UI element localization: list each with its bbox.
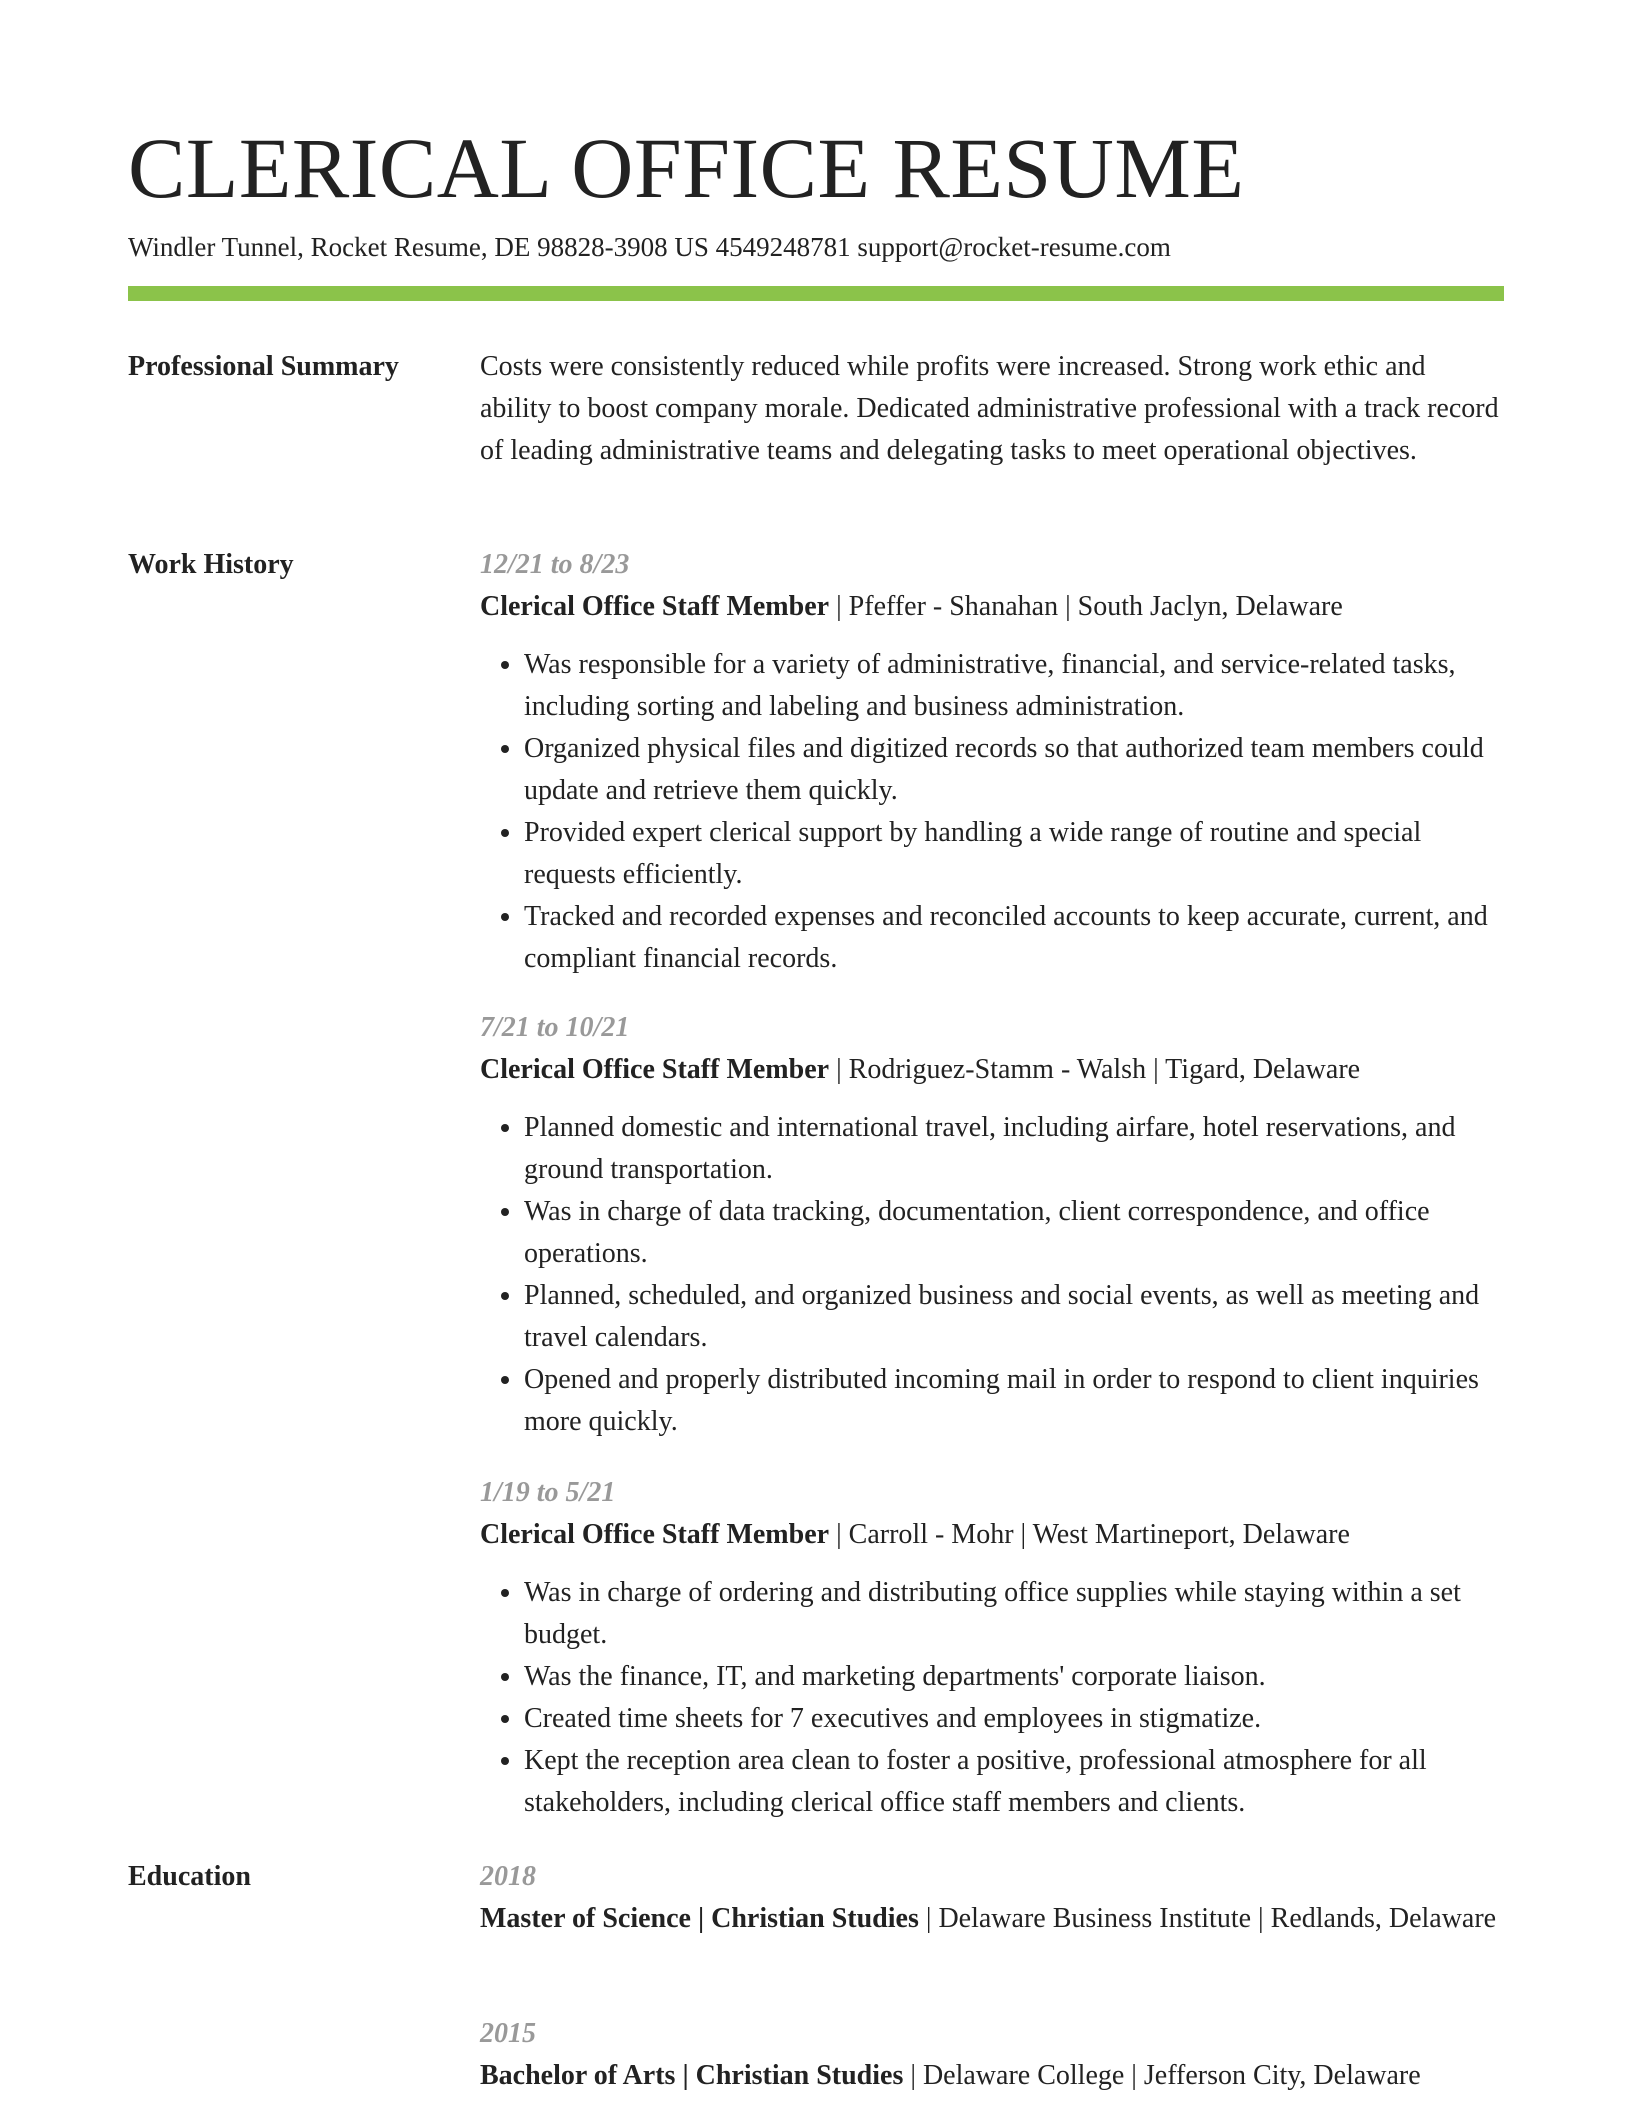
job-details: | Carroll - Mohr | West Martineport, Delaware [829, 1519, 1350, 1550]
job-bullet: • Organized physical files and digitized records so that authorized team members could update and retrieve them quickly. [524, 728, 1504, 812]
job-dates: 12/21 to 8/23 [480, 549, 630, 580]
job-bullet: • Was the finance, IT, and marketing departments' corporate liaison. [524, 1656, 1504, 1698]
education-entry [480, 1856, 1504, 1940]
work-history-label: Work History [128, 549, 294, 580]
job-role [480, 1049, 1504, 1091]
resume-title: CLERICAL OFFICE RESUME [128, 120, 1245, 216]
job-details: | Pfeffer - Shanahan | South Jaclyn, Delaware [829, 591, 1343, 622]
education-year: 2015 [480, 2018, 536, 2049]
education-year: 2018 [480, 1861, 536, 1892]
accent-divider [128, 286, 1504, 301]
summary-label: Professional Summary [128, 351, 399, 382]
job-title: Clerical Office Staff Member [480, 591, 830, 622]
job-role [480, 586, 1504, 628]
education-degree: Bachelor of Arts | Christian Studies [480, 2060, 904, 2091]
job-bullet: • Kept the reception area clean to foster a positive, professional atmosphere for all stakeholders, including clerical office staff members and clients. [524, 1740, 1504, 1824]
job-bullet: • Planned, scheduled, and organized business and social events, as well as meeting and travel calendars. [524, 1275, 1504, 1359]
job-bullets [480, 1107, 1504, 1443]
job-details: | Rodriguez-Stamm - Walsh | Tigard, Delaware [829, 1054, 1361, 1085]
job-bullet: • Was responsible for a variety of administrative, financial, and service-related tasks, including sorting and labeling and business administration. [524, 644, 1504, 728]
job-dates: 7/21 to 10/21 [480, 1012, 630, 1043]
resume-header [128, 118, 1504, 264]
education-degree-line [480, 2055, 1504, 2097]
education-entry [480, 2013, 1504, 2097]
job-entry [480, 544, 1504, 980]
job-role [480, 1514, 1504, 1556]
education-label: Education [128, 1861, 251, 1892]
job-title: Clerical Office Staff Member [480, 1054, 830, 1085]
job-bullets [480, 644, 1504, 980]
job-bullet: • Was in charge of data tracking, documentation, client correspondence, and office operations. [524, 1191, 1504, 1275]
job-entry [480, 1007, 1504, 1443]
job-bullet: • Created time sheets for 7 executives and employees in stigmatize. [524, 1698, 1504, 1740]
job-bullet: • Opened and properly distributed incoming mail in order to respond to client inquiries more quickly. [524, 1359, 1504, 1443]
education-details: | Delaware College | Jefferson City, Delaware [903, 2060, 1421, 2091]
summary-text: Costs were consistently reduced while profits were increased. Strong work ethic and ability to boost company morale. Dedicated administrative professional with a track record of leading administrative teams and delegating tasks to meet operational objectives. [480, 351, 1499, 466]
education-degree-line [480, 1898, 1504, 1940]
job-bullet: • Tracked and recorded expenses and reconciled accounts to keep accurate, current, and compliant financial records. [524, 896, 1504, 980]
job-bullet: • Provided expert clerical support by handling a wide range of routine and special requests efficiently. [524, 812, 1504, 896]
job-entry [480, 1472, 1504, 1824]
education-degree: Master of Science | Christian Studies [480, 1903, 919, 1934]
job-bullet: • Was in charge of ordering and distributing office supplies while staying within a set budget. [524, 1572, 1504, 1656]
job-dates: 1/19 to 5/21 [480, 1477, 616, 1508]
job-bullets [480, 1572, 1504, 1824]
education-details: | Delaware Business Institute | Redlands, Delaware [918, 1903, 1497, 1934]
contact-line: Windler Tunnel, Rocket Resume, DE 98828-3908 US 4549248781 support@rocket-resume.com [128, 232, 1171, 262]
job-title: Clerical Office Staff Member [480, 1519, 830, 1550]
job-bullet: • Planned domestic and international travel, including airfare, hotel reservations, and ground transportation. [524, 1107, 1504, 1191]
